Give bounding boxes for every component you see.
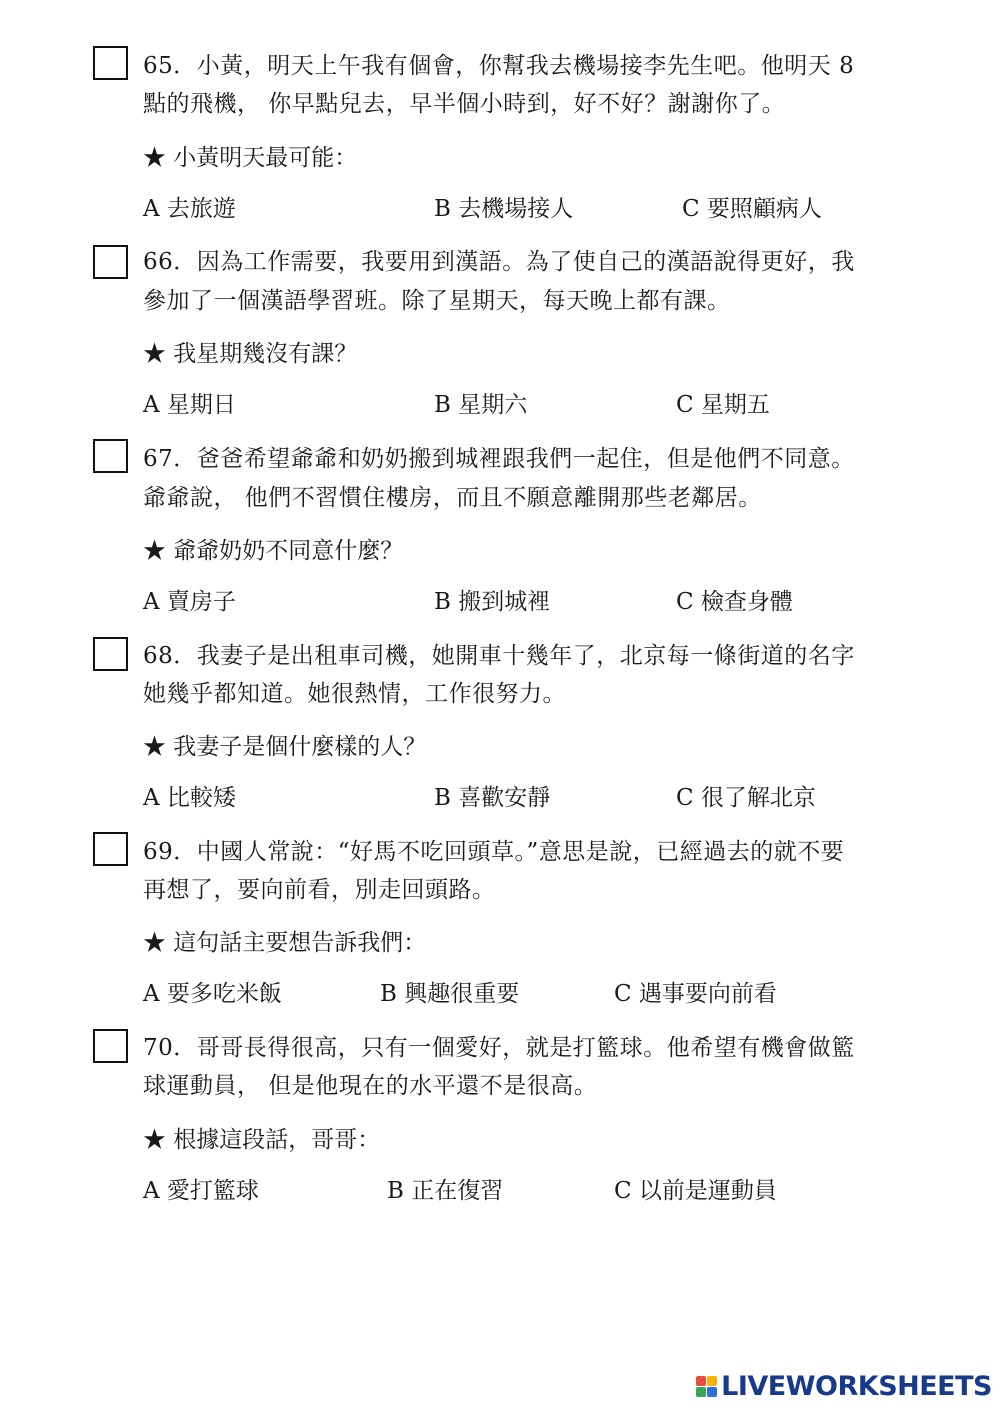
option-a: A 賣房子 xyxy=(143,589,236,615)
option-a: A 要多吃米飯 xyxy=(143,981,282,1007)
question-text-line1: 66．因為工作需要，我要用到漢語。為了使自己的漢語說得更好，我 xyxy=(143,249,855,275)
question-text-line1: 69．中國人常說：“好馬不吃回頭草。”意思是說，已經過去的就不要 xyxy=(143,839,845,865)
logo-text: LIVEWORKSHEETS xyxy=(721,1370,992,1402)
option-a: A 星期日 xyxy=(143,392,236,418)
question-text-line1: 68．我妻子是出租車司機，她開車十幾年了，北京每一條街道的名字 xyxy=(143,643,855,669)
question-text-line2: 參加了一個漢語學習班。除了星期天，每天晚上都有課。 xyxy=(143,288,731,314)
option-c: C 檢查身體 xyxy=(676,589,793,615)
option-c: C 星期五 xyxy=(676,392,770,418)
option-c: C 遇事要向前看 xyxy=(614,981,777,1007)
option-c: C 要照顧病人 xyxy=(682,196,822,222)
question-text-line2: 球運動員， 但是他現在的水平還不是很高。 xyxy=(143,1073,598,1099)
liveworksheets-logo-icon xyxy=(696,1376,717,1397)
option-c: C 很了解北京 xyxy=(676,785,816,811)
option-b: B 去機場接人 xyxy=(434,196,574,222)
question-text-line2: 她幾乎都知道。她很熱情，工作很努力。 xyxy=(143,681,566,707)
answer-box-68[interactable] xyxy=(93,637,128,671)
question-prompt: ★ 小黃明天最可能： xyxy=(143,145,358,171)
question-text-line2: 爺爺說， 他們不習慣住樓房，而且不願意離開那些老鄰居。 xyxy=(143,485,762,511)
question-text-line1: 67．爸爸希望爺爺和奶奶搬到城裡跟我們一起住，但是他們不同意。 xyxy=(143,446,855,472)
question-prompt: ★ 我星期幾沒有課？ xyxy=(143,341,358,367)
option-b: B 興趣很重要 xyxy=(380,981,520,1007)
option-a: A 愛打籃球 xyxy=(143,1178,259,1204)
answer-box-67[interactable] xyxy=(93,439,128,473)
option-c: C 以前是運動員 xyxy=(614,1178,777,1204)
option-b: B 正在復習 xyxy=(387,1178,504,1204)
question-prompt: ★ 我妻子是個什麼樣的人？ xyxy=(143,734,427,760)
option-b: B 喜歡安靜 xyxy=(434,785,551,811)
question-text-line1: 65．小黃，明天上午我有個會，你幫我去機場接李先生吧。他明天 8 xyxy=(143,53,855,79)
option-a: A 比較矮 xyxy=(143,785,236,811)
option-b: B 星期六 xyxy=(434,392,528,418)
option-a: A 去旅遊 xyxy=(143,196,236,222)
liveworksheets-logo xyxy=(696,1369,992,1403)
answer-box-70[interactable] xyxy=(93,1029,128,1063)
question-prompt: ★ 爺爺奶奶不同意什麼？ xyxy=(143,538,404,564)
answer-box-65[interactable] xyxy=(93,46,128,80)
answer-box-66[interactable] xyxy=(93,245,128,279)
question-text-line2: 點的飛機， 你早點兒去，早半個小時到，好不好？謝謝你了。 xyxy=(143,91,786,117)
option-b: B 搬到城裡 xyxy=(434,589,551,615)
question-text-line1: 70．哥哥長得很高，只有一個愛好，就是打籃球。他希望有機會做籃 xyxy=(143,1035,855,1061)
answer-box-69[interactable] xyxy=(93,832,128,866)
question-prompt: ★ 根據這段話，哥哥： xyxy=(143,1127,381,1153)
question-text-line2: 再想了，要向前看，別走回頭路。 xyxy=(143,877,496,903)
question-prompt: ★ 這句話主要想告訴我們： xyxy=(143,930,427,956)
